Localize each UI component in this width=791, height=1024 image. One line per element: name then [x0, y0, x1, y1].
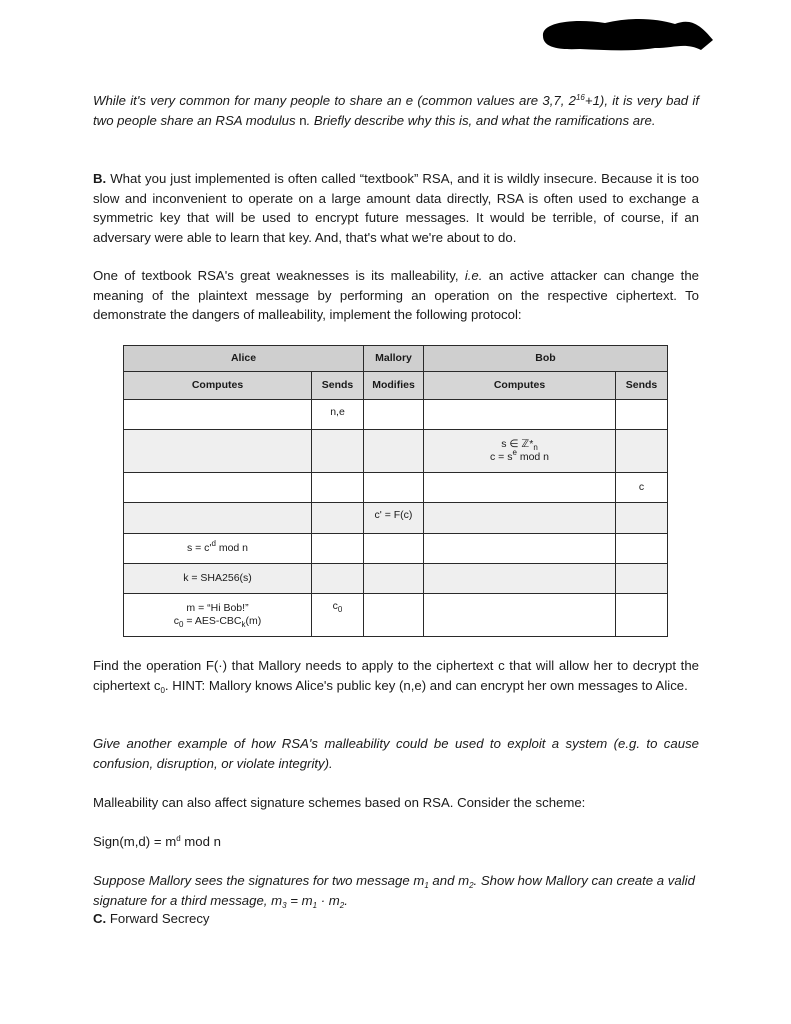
- party-header-row: [124, 346, 668, 372]
- party-alice: Alice: [124, 346, 364, 372]
- cell-empty: [312, 430, 364, 473]
- cell-empty: [616, 564, 668, 594]
- bob-s-choice: s ∈ ℤ*: [501, 438, 534, 450]
- intro-text-b: +1), it is very bad if two people share an RSA modulus: [93, 93, 699, 128]
- find-text-b: . HINT: Mallory knows Alice's public key (n,e) and can encrypt her own messages to Alice.: [164, 677, 688, 693]
- cell-alice-sends-ne: n,e: [312, 400, 364, 430]
- suppose-e: · m: [317, 892, 340, 908]
- cell-empty: [364, 400, 424, 430]
- cell-bob-computes-s-c: [424, 430, 616, 473]
- cell-empty: [616, 594, 668, 637]
- suppose-s5: 2: [339, 900, 345, 910]
- cell-empty: [312, 534, 364, 564]
- suppose-s4: 1: [312, 900, 318, 910]
- cell-empty: [616, 534, 668, 564]
- sign-formula: [93, 832, 699, 852]
- cell-empty: [124, 430, 312, 473]
- part-b-paragraph: [93, 169, 699, 247]
- col-bob-computes: Computes: [424, 372, 616, 400]
- redaction-scribble-icon: [535, 14, 713, 54]
- intro-modulus: n: [299, 112, 307, 128]
- alice-s-mod: mod n: [215, 542, 249, 554]
- suppose-s2: 2: [469, 881, 474, 890]
- cell-empty: [364, 473, 424, 503]
- table-row: [124, 564, 668, 594]
- alice-sends-sub: 0: [337, 605, 343, 614]
- table-row: [124, 594, 668, 637]
- sign-sup: d: [176, 834, 181, 843]
- cell-empty: [124, 503, 312, 534]
- table-row: [124, 503, 668, 534]
- cell-alice-computes-m-c0: [124, 594, 312, 637]
- alice-s-eq: s = c': [186, 542, 212, 554]
- alice-c0-sub: 0: [178, 620, 184, 629]
- cell-empty: [312, 564, 364, 594]
- malleability-text-b: an active attacker can change the meaning of the plaintext message by performing an operation on the respective ciphertext. To demonstrate the dangers of malleability, implement the following protocol:: [93, 268, 699, 322]
- column-header-row: [124, 372, 668, 400]
- find-sub: 0: [160, 685, 165, 695]
- cell-empty: [616, 430, 668, 473]
- suppose-s3: 3: [282, 900, 287, 910]
- cell-empty: [424, 594, 616, 637]
- col-bob-sends: Sends: [616, 372, 668, 400]
- cell-empty: [364, 430, 424, 473]
- cell-alice-computes-k: k = SHA256(s): [124, 564, 312, 594]
- cell-bob-sends-c: c: [616, 473, 668, 503]
- cell-empty: [312, 473, 364, 503]
- cell-empty: [424, 503, 616, 534]
- party-mallory: Mallory: [364, 346, 424, 372]
- part-b-label: B.: [93, 171, 107, 186]
- bob-c-mod: mod n: [516, 451, 550, 463]
- cell-alice-computes-s: [124, 534, 312, 564]
- col-alice-sends: Sends: [312, 372, 364, 400]
- malleability-text-a: One of textbook RSA's great weaknesses is its malleability,: [93, 268, 465, 283]
- cell-empty: [364, 534, 424, 564]
- suppose-a: Suppose Mallory sees the signatures for two message m: [93, 873, 425, 888]
- col-mallory-modifies: Modifies: [364, 372, 424, 400]
- find-text-a: Find the operation F(·) that Mallory needs to apply to the ciphertext c that will allow her to decrypt the ciphertext c: [93, 658, 699, 693]
- col-alice-computes: Computes: [124, 372, 312, 400]
- suppose-c: . Show how Mallory can create a valid signature for a third message, m: [93, 873, 695, 908]
- table-row: [124, 430, 668, 473]
- cell-empty: [424, 534, 616, 564]
- table-row: [124, 400, 668, 430]
- find-operation-paragraph: [93, 656, 699, 695]
- bob-c-eq: c = s: [489, 451, 513, 463]
- cell-empty: [364, 594, 424, 637]
- cell-empty: [616, 503, 668, 534]
- part-c-label: C.: [93, 911, 107, 926]
- bob-c-sup: e: [512, 448, 517, 457]
- cell-empty: [124, 473, 312, 503]
- cell-alice-sends-c0: [312, 594, 364, 637]
- part-c-text: Forward Secrecy: [109, 911, 210, 926]
- cell-empty: [424, 400, 616, 430]
- cell-empty: [124, 400, 312, 430]
- malleability-paragraph: [93, 266, 699, 325]
- part-b-text: What you just implemented is often called “textbook” RSA, and it is wildly insecure. Because it is too slow and inconvenient to operate on a large amount data directly, RSA is often used to exchange a symmetric key that will be used to encrypt future messages. It would be terrible, of course, if an adversary were able to learn that key. And, that's what we're about to do.: [93, 171, 700, 245]
- malleability-ie: i.e.: [464, 268, 483, 283]
- suppose-s1: 1: [424, 881, 429, 890]
- cell-empty: [424, 473, 616, 503]
- intro-text-a: While it's very common for many people to share an e (common values are 3,7, 2: [93, 93, 576, 108]
- cell-empty: [364, 564, 424, 594]
- sign-text-b: mod n: [180, 834, 221, 849]
- intro-text-c: . Briefly describe why this is, and what the ramifications are.: [306, 112, 656, 128]
- table-row: [124, 473, 668, 503]
- signature-intro-paragraph: Malleability can also affect signature schemes based on RSA. Consider the scheme:: [93, 795, 586, 810]
- cell-empty: [616, 400, 668, 430]
- sign-text-a: Sign(m,d) = m: [93, 834, 177, 849]
- alice-m-eq: m = “Hi Bob!”: [186, 602, 249, 614]
- alice-c0-c: c: [173, 615, 179, 627]
- alice-sends-c: c: [332, 600, 338, 612]
- suppose-paragraph: [93, 871, 699, 910]
- bob-s-sub: n: [533, 443, 538, 452]
- alice-c0-aes: = AES-CBC: [183, 615, 242, 627]
- alice-s-sup: d: [211, 539, 216, 548]
- intro-exponent: 16: [575, 93, 585, 102]
- alice-c0-m: (m): [245, 615, 262, 627]
- suppose-d: = m: [286, 892, 313, 908]
- alice-c0-k-sub: k: [241, 620, 246, 629]
- another-example-paragraph: Give another example of how RSA's malleability could be used to exploit a system (e.g. to cause confusion, disruption, or violate integrity).: [93, 736, 699, 771]
- party-bob: Bob: [424, 346, 668, 372]
- suppose-f: .: [344, 892, 348, 908]
- cell-mallory-modifies: c' = F(c): [364, 503, 424, 534]
- table-row: [124, 534, 668, 564]
- intro-paragraph: [93, 91, 699, 130]
- cell-empty: [424, 564, 616, 594]
- cell-empty: [312, 503, 364, 534]
- protocol-table: [123, 345, 668, 637]
- part-c-heading: [93, 909, 699, 929]
- suppose-b: and m: [428, 873, 470, 888]
